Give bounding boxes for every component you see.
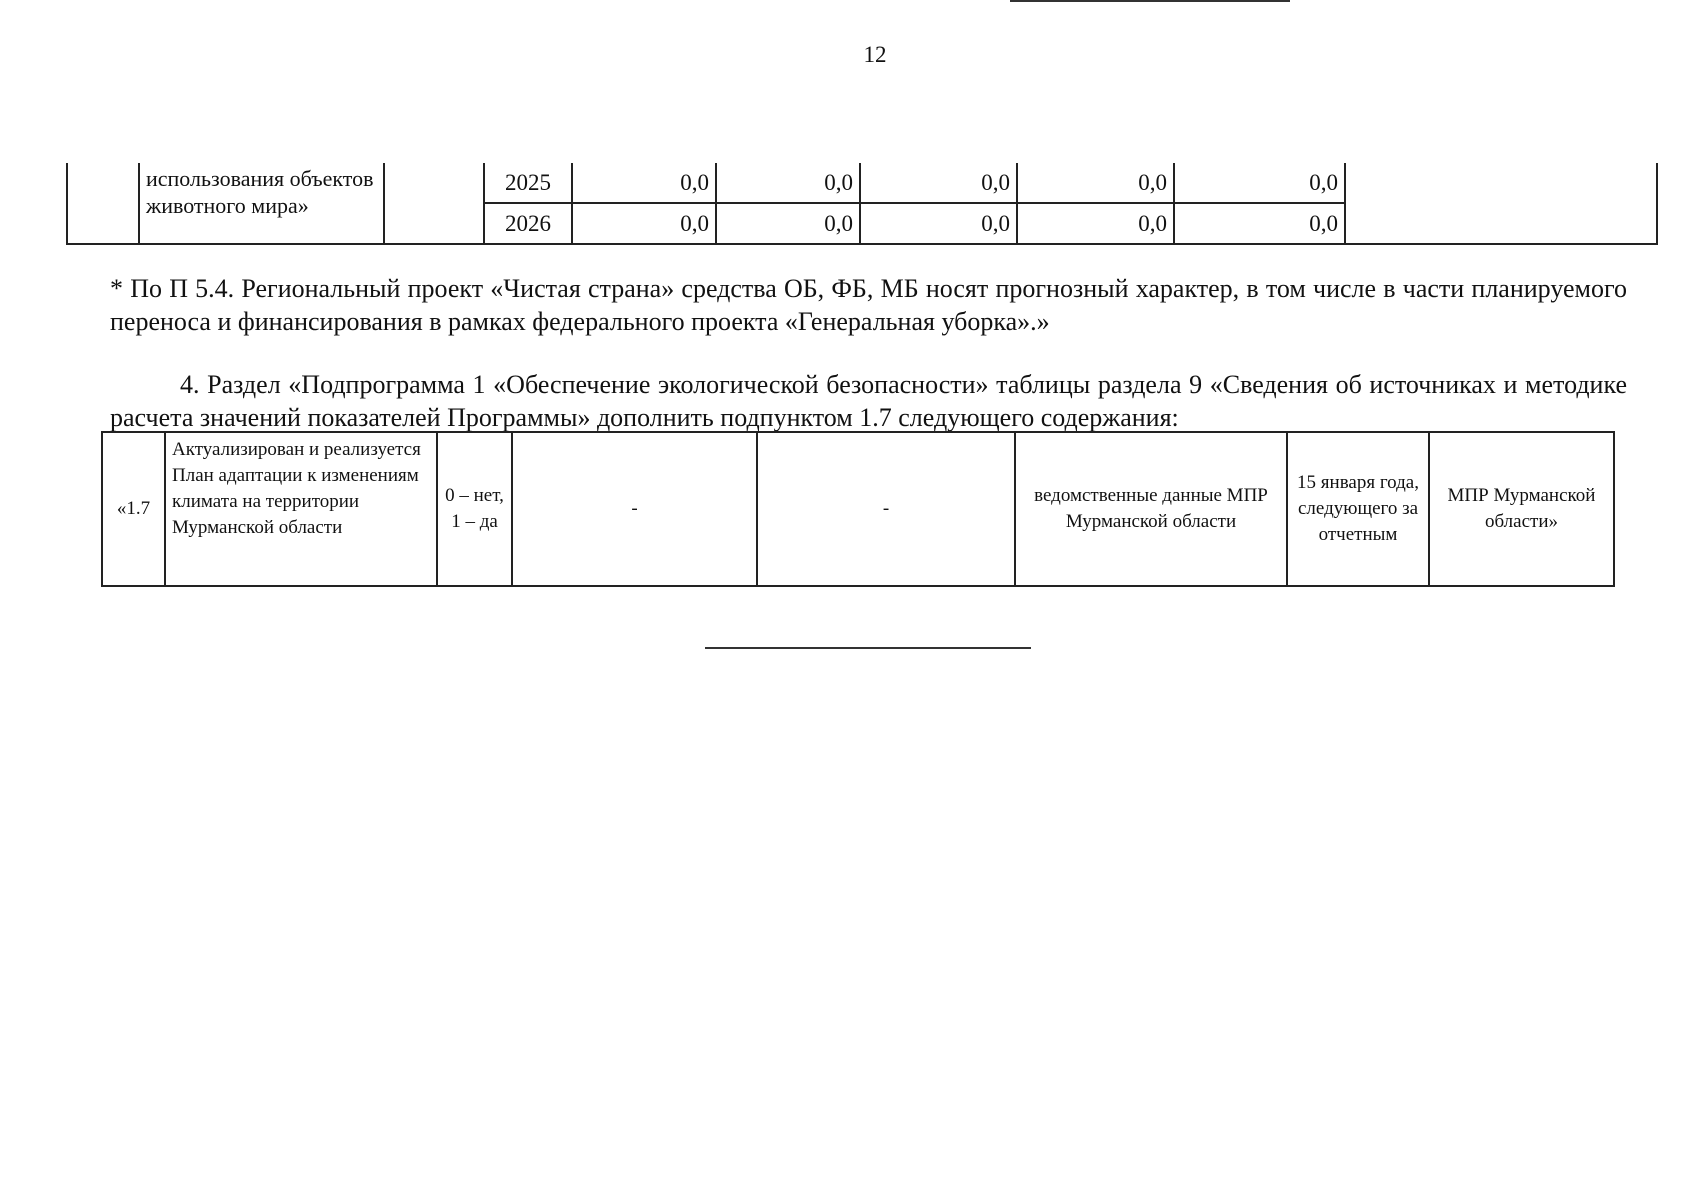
- dash-cell: -: [757, 432, 1015, 586]
- end-rule: [705, 647, 1031, 649]
- page-number: 12: [863, 42, 887, 67]
- value-cell: 0,0: [1017, 203, 1174, 244]
- value-cell: 0,0: [1174, 203, 1345, 244]
- deadline-cell: 15 января года, следующего за отчетным: [1287, 432, 1429, 586]
- unit-cell: 0 – нет, 1 – да: [437, 432, 512, 586]
- footnote: * По П 5.4. Региональный проект «Чистая страна» средства ОБ, ФБ, МБ носят прогнозный характер, в том числе в части планируемого переноса и финансирования в рамках федерального проекта «Генеральная уборка».»: [110, 274, 1627, 336]
- empty-cell: [1345, 163, 1657, 244]
- value-cell: 0,0: [572, 203, 716, 244]
- value-cell: 0,0: [860, 203, 1017, 244]
- table-row: [102, 432, 1614, 586]
- dash-cell: -: [512, 432, 757, 586]
- source-cell: ведомственные данные МПР Мурманской области: [1015, 432, 1287, 586]
- indicator-name-cell: Актуализирован и реализуется План адаптации к изменениям климата на территории Мурманской области: [165, 432, 437, 586]
- empty-cell: [384, 163, 484, 244]
- item-number-cell: «1.7: [102, 432, 165, 586]
- value-cell: 0,0: [1174, 163, 1345, 203]
- table-row: [67, 163, 1657, 203]
- value-cell: 0,0: [716, 203, 860, 244]
- value-cell: 0,0: [572, 163, 716, 203]
- item-4-paragraph: 4. Раздел «Подпрограмма 1 «Обеспечение экологической безопасности» таблицы раздела 9 «Сведения об источниках и методике расчета значений показателей Программы» дополнить подпунктом 1.7 следующего содержания:: [110, 370, 1627, 432]
- year-cell: 2025: [484, 163, 572, 203]
- top-rule: [1010, 0, 1290, 2]
- year-cell: 2026: [484, 203, 572, 244]
- indicator-table: [101, 431, 1615, 587]
- program-name-cell: использования объектов животного мира»: [139, 163, 384, 244]
- value-cell: 0,0: [716, 163, 860, 203]
- value-cell: 0,0: [860, 163, 1017, 203]
- empty-cell: [67, 163, 139, 244]
- responsible-cell: МПР Мурманской области»: [1429, 432, 1614, 586]
- continuation-table: [66, 163, 1658, 245]
- value-cell: 0,0: [1017, 163, 1174, 203]
